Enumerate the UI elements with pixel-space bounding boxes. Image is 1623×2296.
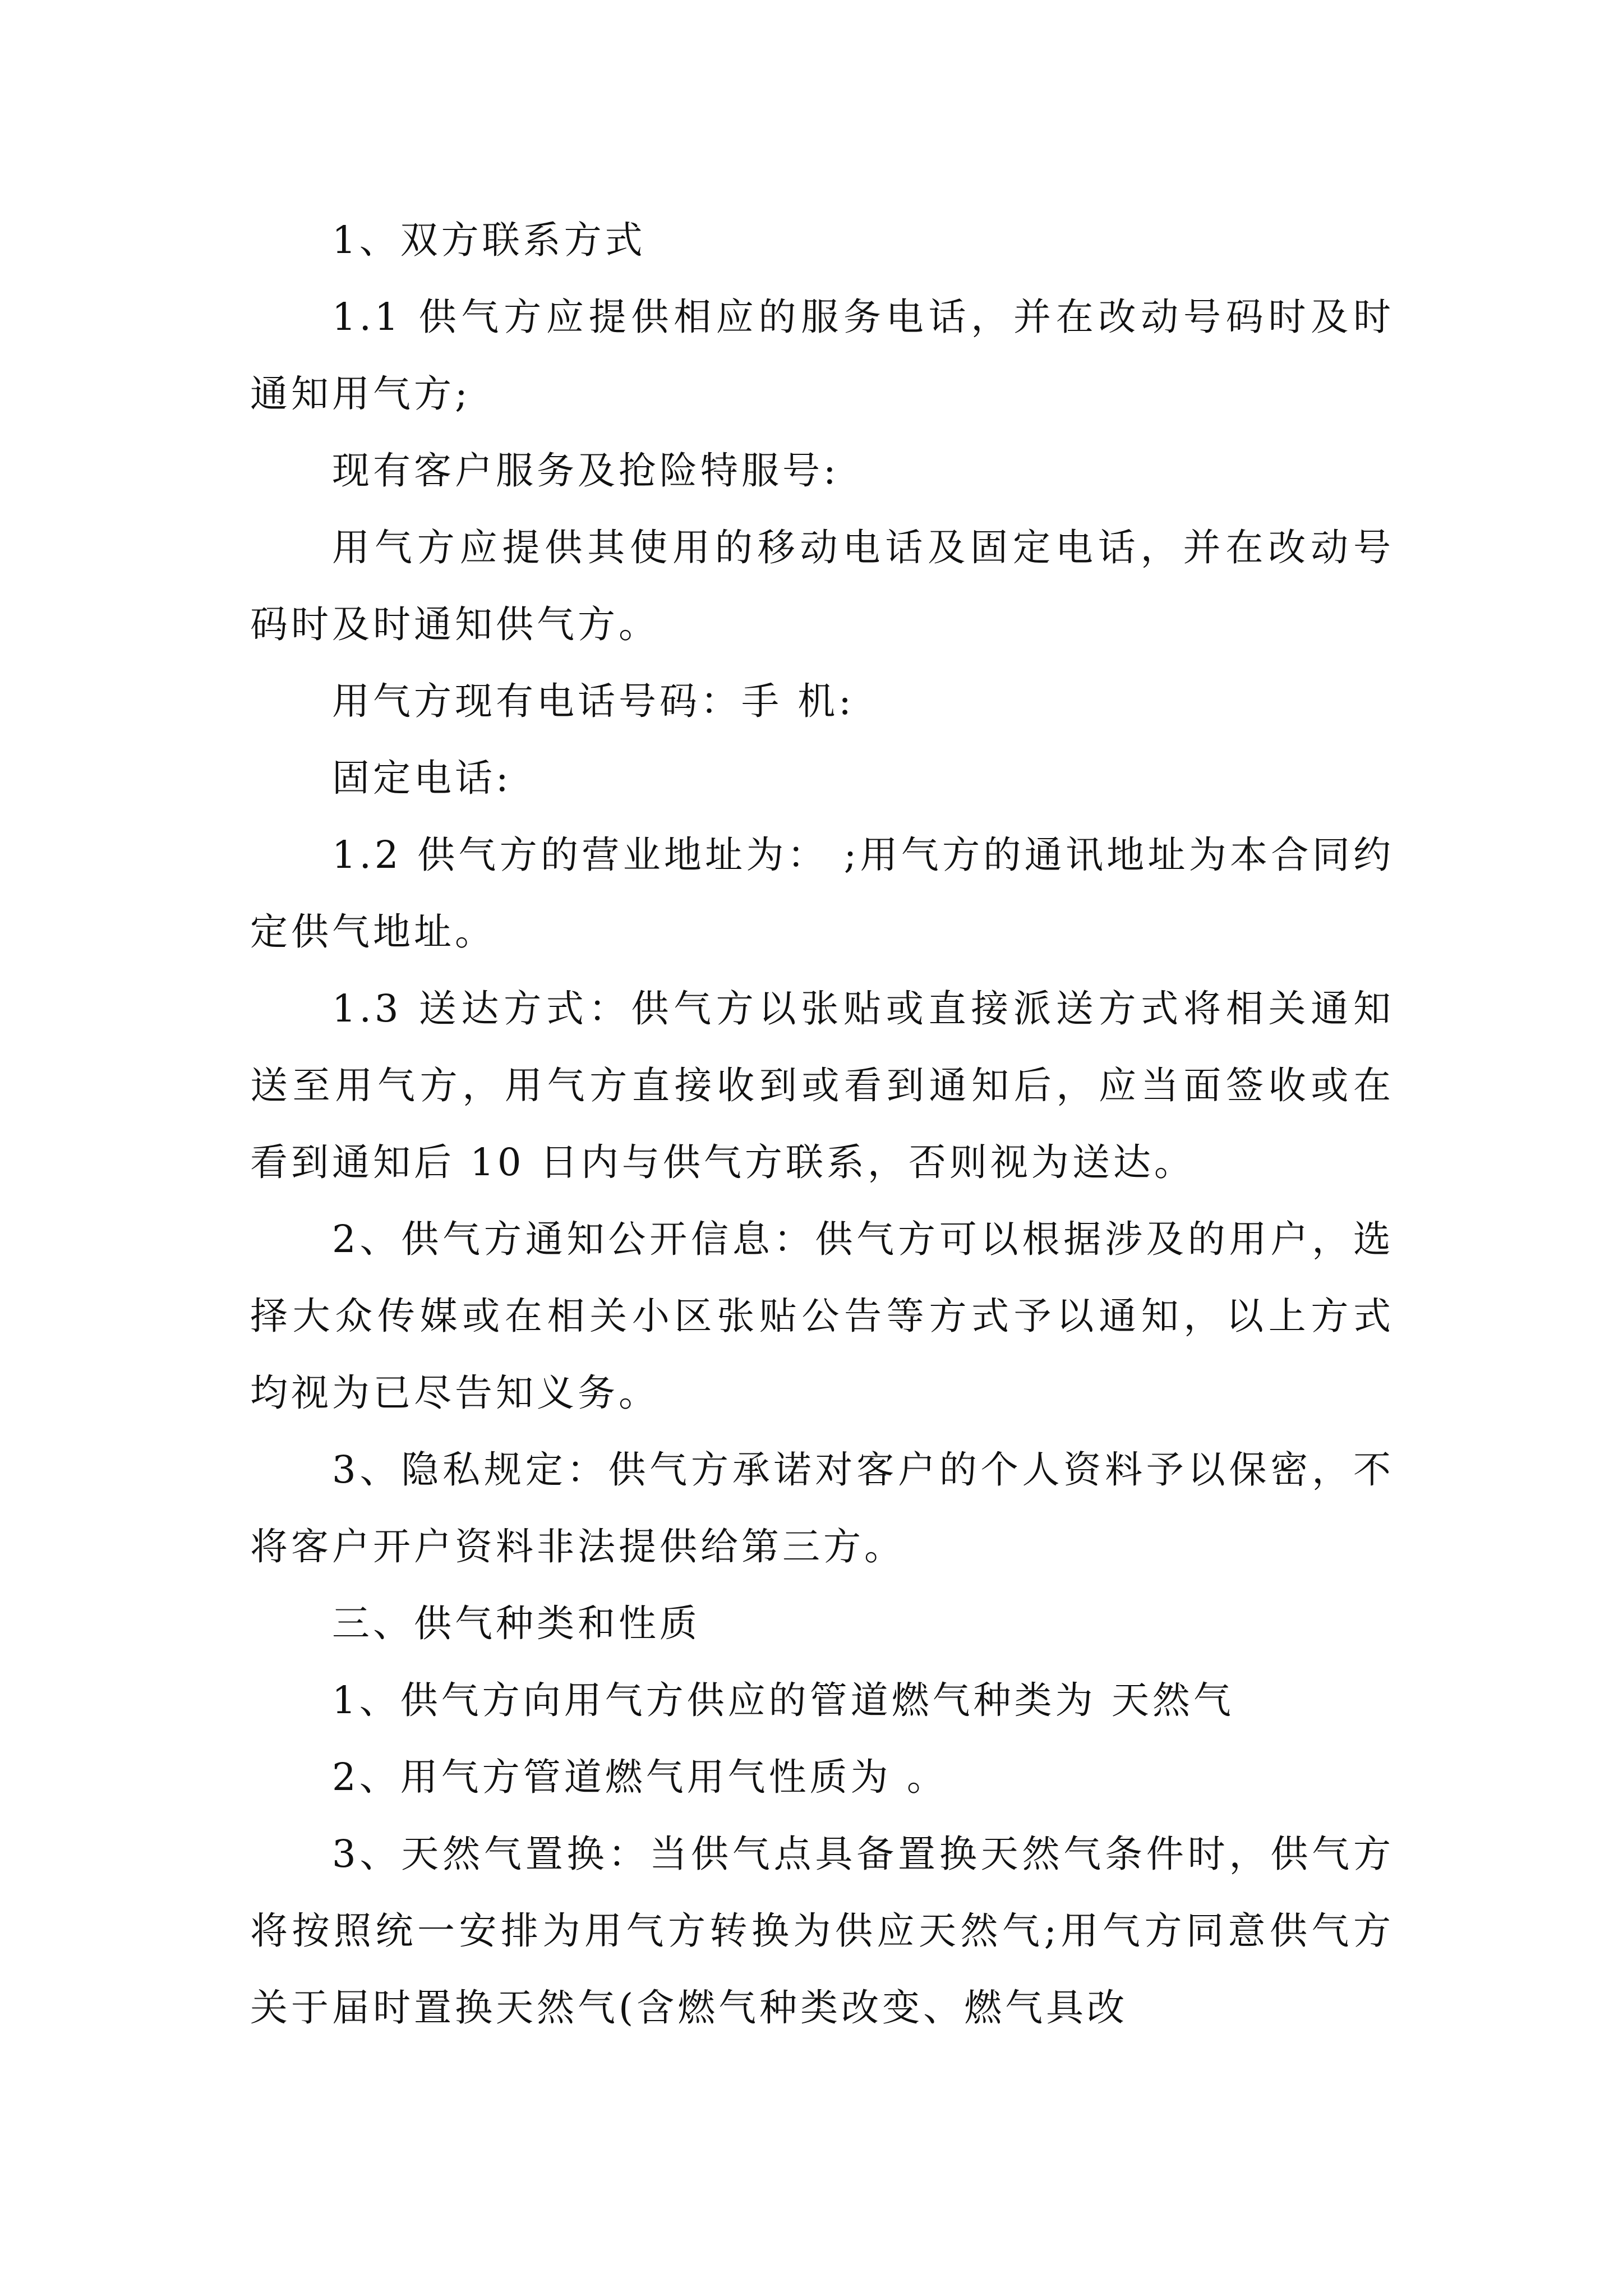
paragraph-1-2: 1.2 供气方的营业地址为： ;用气方的通讯地址为本合同约定供气地址。 bbox=[250, 833, 1394, 954]
paragraph-user-phone: 用气方应提供其使用的移动电话及固定电话，并在改动号码时及时通知供气方。 bbox=[250, 526, 1394, 646]
paragraph-gas-type: 1、供气方向用气方供应的管道燃气种类为 天然气 bbox=[332, 1678, 1234, 1722]
paragraph-user-mobile: 用气方现有电话号码：手 机: bbox=[332, 679, 855, 723]
paragraph-gas-nature: 2、用气方管道燃气用气性质为 。 bbox=[332, 1755, 948, 1799]
paragraph-1-1: 1.1 供气方应提供相应的服务电话，并在改动号码时及时通知用气方; bbox=[250, 295, 1394, 416]
paragraph-1-3: 1.3 送达方式：供气方以张贴或直接派送方式将相关通知送至用气方，用气方直接收到或看到通知后，应当面签收或在看到通知后 10 日内与供气方联系，否则视为送达。 bbox=[250, 987, 1394, 1184]
paragraph-3: 3、隐私规定：供气方承诺对客户的个人资料予以保密，不将客户开户资料非法提供给第三方。 bbox=[250, 1448, 1394, 1568]
paragraph-1: 1、双方联系方式 bbox=[332, 218, 646, 262]
paragraph-2: 2、供气方通知公开信息：供气方可以根据涉及的用户，选择大众传媒或在相关小区张贴公告等方式予以通知，以上方式均视为已尽告知义务。 bbox=[250, 1217, 1394, 1415]
paragraph-gas-replacement: 3、天然气置换：当供气点具备置换天然气条件时，供气方将按照统一安排为用气方转换为供应天然气;用气方同意供气方关于届时置换天然气(含燃气种类改变、燃气具改 bbox=[250, 1832, 1394, 2030]
paragraph-hotline: 现有客户服务及抢险特服号: bbox=[332, 449, 840, 493]
document-body bbox=[250, 202, 1394, 2046]
paragraph-user-landline: 固定电话: bbox=[332, 756, 512, 800]
section-heading-3: 三、供气种类和性质 bbox=[332, 1602, 700, 1645]
